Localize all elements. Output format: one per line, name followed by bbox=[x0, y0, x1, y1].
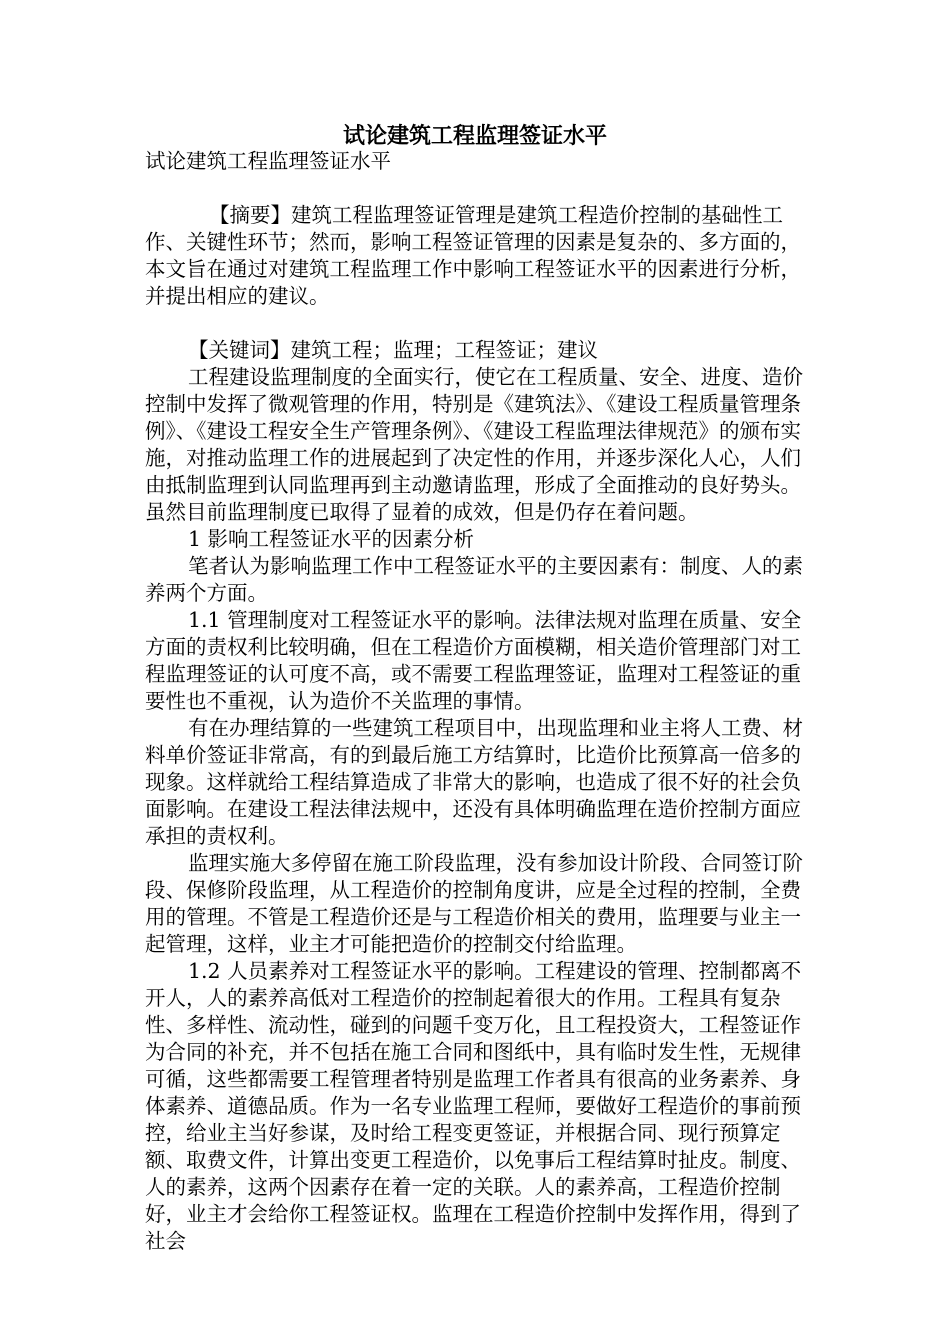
section1-intro-paragraph: 笔者认为影响监理工作中工程签证水平的主要因素有：制度、人的素养两个方面。 bbox=[145, 554, 803, 605]
document-subtitle: 试论建筑工程监理签证水平 bbox=[145, 149, 391, 173]
document-body bbox=[145, 148, 813, 1255]
section1-1-paragraph-b: 有在办理结算的一些建筑工程项目中，出现监理和业主将人工费、材料单价签证非常高，有的到最后施工方结算时，比造价比预算高一倍多的现象。这样就给工程结算造成了非常大的影响，也造成了很不好的社会负面影响。在建设工程法律法规中，还没有具体明确监理在造价控制方面应承担的责权利。 bbox=[145, 716, 803, 848]
blank-line bbox=[145, 175, 813, 202]
keywords-paragraph: 【关键词】建筑工程；监理；工程签证；建议 bbox=[188, 338, 598, 362]
section1-1-paragraph: 1.1 管理制度对工程签证水平的影响。法律法规对监理在质量、安全方面的责权利比较明确，但在工程造价方面模糊，相关造价管理部门对工程监理签证的认可度不高，或不需要工程监理签证，监理对工程签证的重要性也不重视，认为造价不关监理的事情。 bbox=[145, 608, 802, 713]
blank-line bbox=[145, 310, 813, 337]
section-heading-1: 1 影响工程签证水平的因素分析 bbox=[188, 527, 475, 551]
intro-paragraph: 工程建设监理制度的全面实行，使它在工程质量、安全、进度、造价控制中发挥了微观管理的作用，特别是《建筑法》、《建设工程质量管理条例》、《建设工程安全生产管理条例》、《建设工程监理法律规范》的颁布实施，对推动监理工作的进展起到了决定性的作用，并逐步深化人心，人们由抵制监理到认同监理再到主动邀请监理，形成了全面推动的良好势头。虽然目前监理制度已取得了显着的成效，但是仍存在着问题。 bbox=[145, 365, 803, 524]
abstract-paragraph: 【摘要】建筑工程监理签证管理是建筑工程造价控制的基础性工作、关键性环节；然而，影响工程签证管理的因素是复杂的、多方面的，本文旨在通过对建筑工程监理工作中影响工程签证水平的因素进行分析，并提出相应的建议。 bbox=[145, 203, 801, 308]
document-title: 试论建筑工程监理签证水平 bbox=[342, 123, 607, 149]
section1-1-paragraph-c: 监理实施大多停留在施工阶段监理，没有参加设计阶段、合同签订阶段、保修阶段监理，从工程造价的控制角度讲，应是全过程的控制，全费用的管理。不管是工程造价还是与工程造价相关的费用，监理要与业主一起管理，这样，业主才可能把造价的控制交付给监理。 bbox=[145, 851, 803, 956]
section1-2-paragraph: 1.2 人员素养对工程签证水平的影响。工程建设的管理、控制都离不开人，人的素养高低对工程造价的控制起着很大的作用。工程具有复杂性、多样性、流动性，碰到的问题千变万化，且工程投资大，工程签证作为合同的补充，并不包括在施工合同和图纸中，具有临时发生性，无规律可循，这些都需要工程管理者特别是监理工作者具有很高的业务素养、身体素养、道德品质。作为一名专业监理工程师，要做好工程造价的事前预控，给业主当好参谋，及时给工程变更签证，并根据合同、现行预算定额、取费文件，计算出变更工程造价，以免事后工程结算时扯皮。制度、人的素养，这两个因素存在着一定的关联。人的素养高，工程造价控制好，业主才会给你工程签证权。监理在工程造价控制中发挥作用，得到了社会 bbox=[145, 959, 802, 1253]
